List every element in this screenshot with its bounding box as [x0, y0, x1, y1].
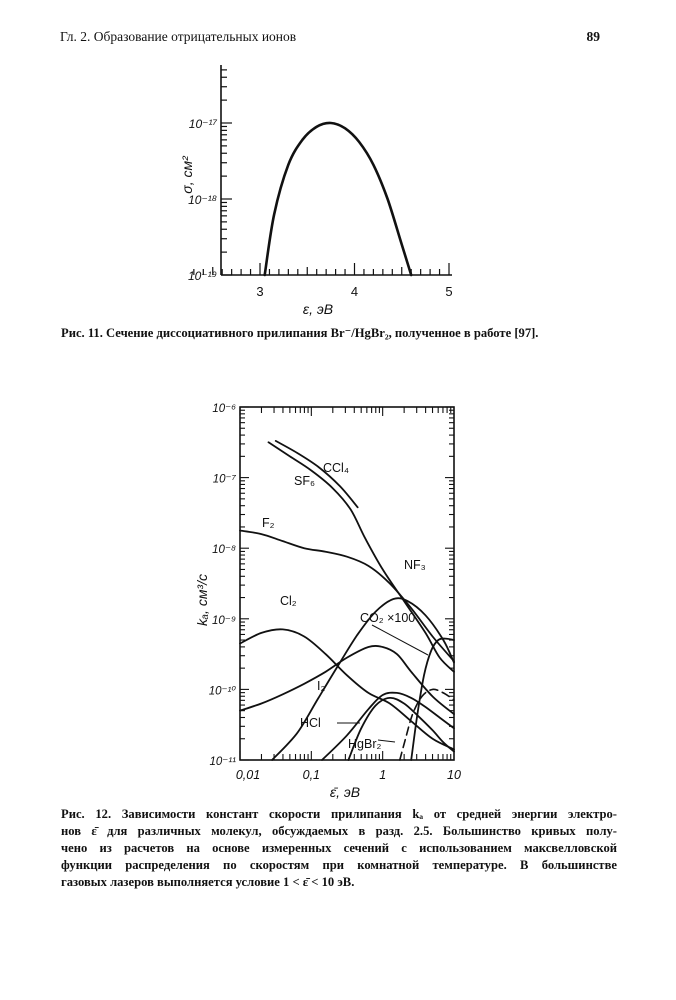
- fig11-y-tick-label: 10⁻¹⁹: [187, 269, 217, 283]
- fig11-x-tick-label: 5: [445, 284, 453, 299]
- fig11-caption-label: Рис. 11.: [61, 326, 103, 340]
- fig12-y-tick-label: 10⁻⁹: [211, 614, 236, 627]
- fig12-frame: [240, 407, 454, 760]
- fig12-y-tick-label: 10⁻¹⁰: [208, 685, 236, 698]
- fig12-curve-label-cl2: Cl₂: [280, 594, 297, 608]
- fig11-x-axis-label: ε, эВ: [302, 301, 334, 317]
- fig12-caption-line-4: функции распределения по скоростям при комнатной температуре. В большинстве: [61, 858, 617, 872]
- fig11-text: [179, 117, 453, 317]
- fig12-x-tick-label: 0,1: [302, 768, 321, 782]
- fig11-y-axis-label: σ, см²: [179, 156, 195, 194]
- fig12-caption-line-2: нов ε̄ для различных молекул, обсуждаемых в разд. 2.5. Большинство кривых полу-: [61, 824, 617, 838]
- fig12-curve-label-sf6: SF₆: [294, 474, 316, 488]
- fig12-y-tick-label: 10⁻⁸: [212, 544, 236, 557]
- figure-11-chart: [0, 0, 676, 320]
- fig12-caption-line-3: чено из расчетов на основе измеренных сечений с использованием максвелловской: [61, 841, 617, 855]
- fig12-curves: [240, 441, 454, 760]
- fig11-x-tick-label: 4: [350, 284, 359, 299]
- figure-11-caption: [61, 325, 621, 342]
- fig12-curve-label-ccl4: CCl₄: [323, 461, 349, 475]
- fig12-caption-line-5: газовых лазеров выполняется условие 1 < ε̄ < 10 эВ.: [61, 875, 355, 889]
- fig12-x-tick-label: 10: [447, 768, 461, 782]
- fig12-label-leader: [372, 625, 428, 655]
- fig11-series-line: [265, 123, 412, 275]
- fig11-caption-text: Сечение диссоциативного прилипания Br⁻/HgBr₂, полученное в работе [97].: [106, 326, 539, 340]
- chapter-title: Гл. 2. Образование отрицательных ионов: [60, 29, 297, 44]
- fig12-y-axis-label: kₐ, см³/с: [194, 574, 210, 626]
- fig12-curve-label-hgbr2: HgBr₂: [348, 737, 382, 751]
- fig12-y-tick-label: 10⁻⁷: [212, 473, 236, 486]
- page-number: 89: [586, 29, 600, 44]
- fig11-axes: [194, 65, 452, 275]
- fig11-x-tick-label: 3: [256, 284, 264, 299]
- fig12-curve-label-co2: CO₂ ×100: [360, 611, 416, 625]
- fig12-y-tick-label: 10⁻⁶: [212, 403, 236, 415]
- fig12-series-line: [411, 639, 454, 760]
- fig12-text: [194, 403, 461, 800]
- fig12-y-tick-label: 10⁻¹¹: [209, 756, 236, 768]
- fig11-y-tick-label: 10⁻¹⁸: [188, 193, 217, 207]
- fig12-curve-label-f2: F₂: [262, 516, 275, 530]
- fig12-curve-label-nf3: NF₃: [404, 558, 426, 572]
- fig12-series-line: [240, 531, 454, 662]
- fig11-curves: [265, 123, 412, 275]
- figure-12-caption: [61, 806, 617, 891]
- figure-12-chart: [0, 380, 676, 800]
- fig12-x-axis-label: ε̄, эВ: [329, 784, 361, 800]
- fig12-curve-label-i2: I₂: [317, 679, 326, 693]
- fig12-axes: [240, 407, 454, 760]
- fig12-x-tick-label: 0,01: [235, 768, 261, 782]
- fig11-y-tick-label: 10⁻¹⁷: [188, 117, 217, 131]
- fig12-x-tick-label: 1: [379, 768, 387, 782]
- fig12-curve-label-hcl: HCl: [300, 716, 321, 730]
- fig12-caption-line-1: Рис. 12. Зависимости констант скорости прилипания kₐ от средней энергии электро-: [61, 807, 617, 821]
